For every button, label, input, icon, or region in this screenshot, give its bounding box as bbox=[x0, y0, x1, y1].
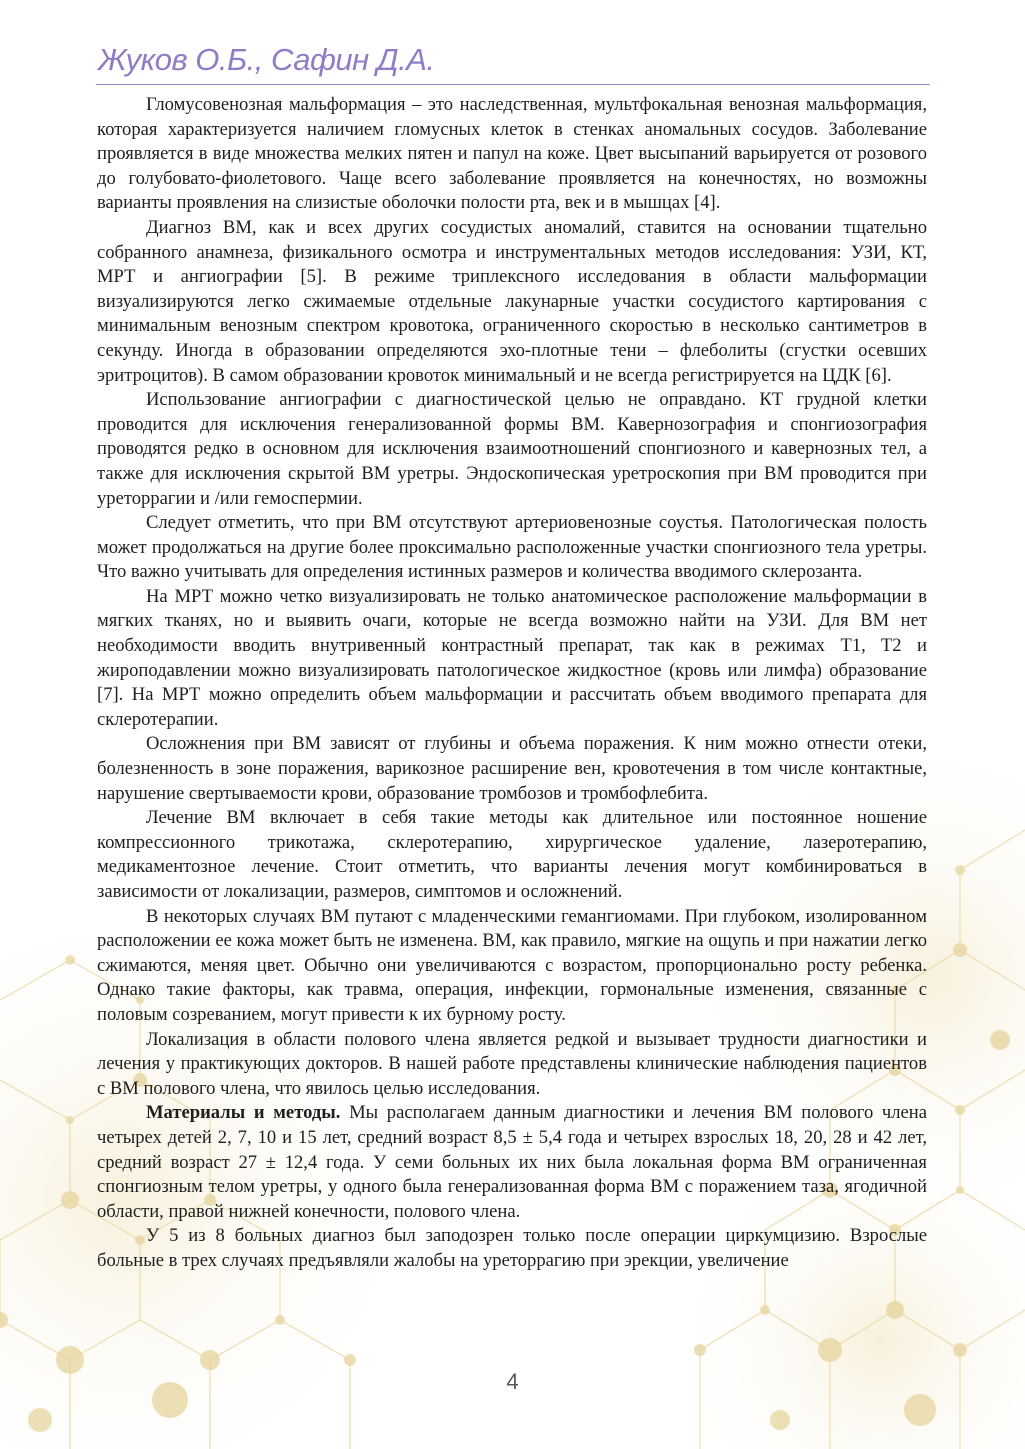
methods-heading: Материалы и методы. bbox=[146, 1102, 341, 1124]
page-number: 4 bbox=[506, 1369, 519, 1394]
paragraph: На МРТ можно четко визуализировать не только анатомическое расположение мальформации в мягких тканях, но и выявить очаги, которые не всегда возможно найти на УЗИ. Для ВМ нет необходимости вводить внутривенный контрастный препарат, так как в режимах T1, T2 и жироподавлении можно визуализировать патологическое жидкостное (кровь или лимфа) образование [7]. На МРТ можно определить объем мальформации и рассчитать объем вводимого препарата для склеротерапии. bbox=[97, 585, 927, 730]
paragraph: Осложнения при ВМ зависят от глубины и объема поражения. К ним можно отнести отеки, болезненность в зоне поражения, варикозное расширение вен, кровотечения в том числе контактные, нарушение свертываемости крови, образование тромбозов и тромбофлебита. bbox=[97, 733, 927, 804]
methods-text: Мы располагаем данным диагностики и лечения ВМ полового члена четырех детей 2, 7, 10 и 15 лет, средний возраст 8,5 ± 5,4 года и четырех взрослых 18, 20, 28 и 42 лет, средний возраст 27 ± 12,4 года. У семи больных их них была локальная форма ВМ ограниченная спонгиозным телом уретры, у одного была генерализованная форма ВМ с поражением таза, ягодичной области, правой нижней конечности, полового члена. bbox=[97, 1102, 927, 1222]
paragraph: Использование ангиографии с диагностической целью не оправдано. КТ грудной клетки проводится для исключения генерализованной формы ВМ. Кавернозография и спонгиозография проводятся редко в основном для исключения взаимоотношений спонгиозного и кавернозных тел, а также для исключения скрытой ВМ уретры. Эндоскопическая уретроскопия при ВМ проводится при уреторрагии и /или гемоспермии. bbox=[97, 389, 927, 509]
paragraph: Следует отметить, что при ВМ отсутствуют артериовенозные соустья. Патологическая полость может продолжаться на другие более проксимально расположенные участки спонгиозного тела уретры. Что важно учитывать для определения истинных размеров и количества вводимого склерозанта. bbox=[97, 512, 927, 583]
paragraph: Лечение ВМ включает в себя такие методы как длительное или постоянное ношение компрессионного трикотажа, склеротерапию, хирургическое удаление, лазеротерапию, медикаментозное лечение. Стоит отметить, что варианты лечения могут комбинироваться в зависимости от локализации, размеров, симптомов и осложнений. bbox=[97, 807, 927, 902]
paragraph: Диагноз ВМ, как и всех других сосудистых аномалий, ставится на основании тщательно собранного анамнеза, физикального осмотра и инструментальных методов исследования: УЗИ, КТ, МРТ и ангиографии [5]. В режиме триплексного исследования в области мальформации визуализируются легко сжимаемые отдельные лакунарные участки сосудистого картирования с минимальным венозным спектром кровотока, ограниченного скоростью в несколько сантиметров в секунду. Иногда в образовании определяются эхо-плотные тени – флеболиты (сгустки осевших эритроцитов). В самом образовании кровоток минимальный и не всегда регистрируется на ЦДК [6]. bbox=[97, 216, 927, 386]
running-header-authors: Жуков О.Б., Сафин Д.А. bbox=[98, 42, 435, 77]
paragraph: В некоторых случаях ВМ путают с младенческими гемангиомами. При глубоком, изолированном расположении ее кожа может быть не изменена. ВМ, как правило, мягкие на ощупь и при нажатии легко сжимаются, меняя цвет. Обычно они увеличиваются с возрастом, пропорционально росту ребенка. Однако такие факторы, как травма, операция, инфекции, гормональные изменения, связанные с половым созреванием, могут привести к их бурному росту. bbox=[97, 905, 927, 1025]
header-divider bbox=[96, 84, 930, 85]
paragraph: Локализация в области полового члена является редкой и вызывает трудности диагностики и лечения у практикующих докторов. В нашей работе представлены клинические наблюдения пациентов с ВМ полового члена, что явилось целью исследования. bbox=[97, 1028, 927, 1099]
methods-paragraph bbox=[97, 1101, 927, 1224]
paragraph: У 5 из 8 больных диагноз был заподозрен только после операции циркумцизию. Взрослые больные в трех случаях предъявляли жалобы на уреторрагию при эрекции, увеличение bbox=[97, 1225, 927, 1271]
paragraph: Гломусовенозная мальформация – это наследственная, мультфокальная венозная мальформация, которая характеризуется наличием гломусных клеток в стенках аномальных сосудов. Заболевание проявляется в виде множества мелких пятен и папул на коже. Цвет высыпаний варьируется от розового до голубовато-фиолетового. Чаще всего заболевание проявляется на конечностях, но возможны варианты проявления на слизистые оболочки полости рта, век и в мышцах [4]. bbox=[97, 94, 927, 214]
article-body bbox=[97, 93, 927, 1274]
